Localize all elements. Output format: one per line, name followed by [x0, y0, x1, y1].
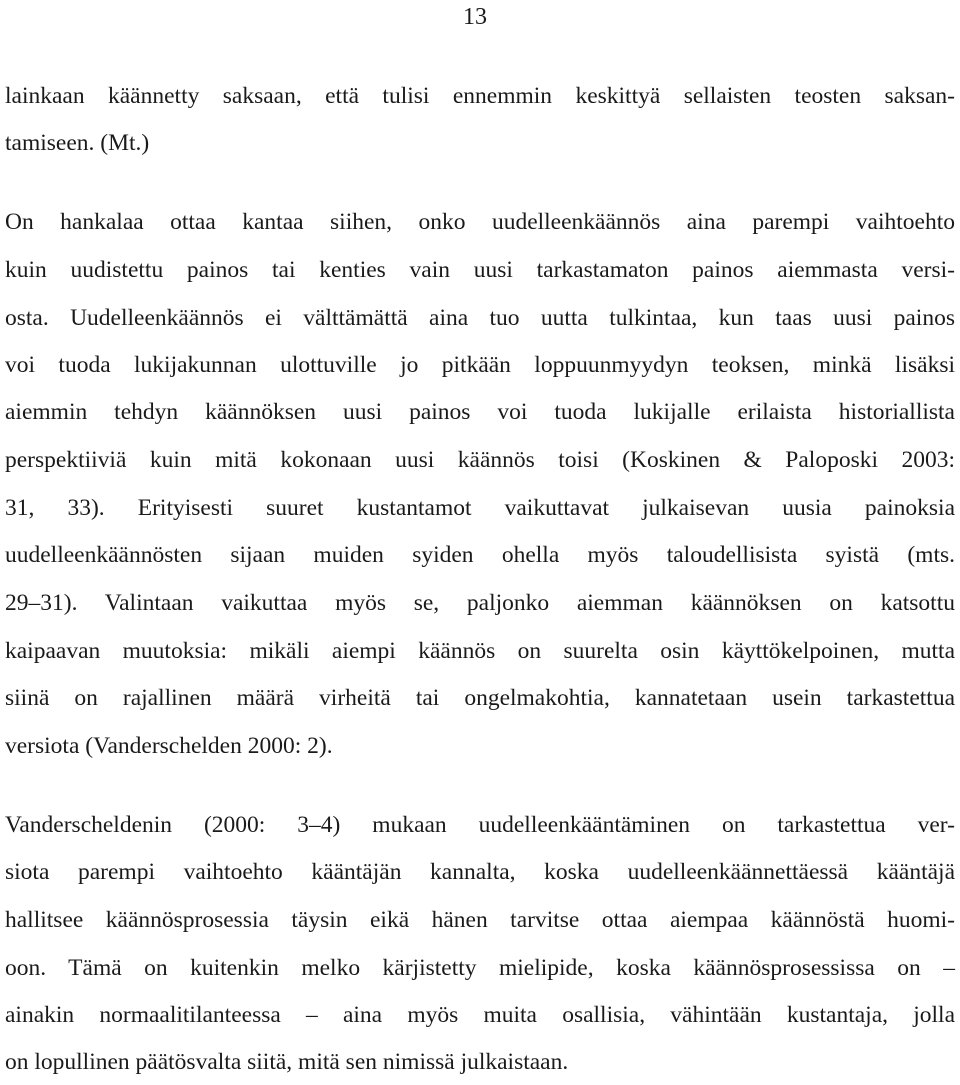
paragraph-line: 29–31). Valintaan vaikuttaa myös se, paljonko aiemman käännöksen on katsottu	[5, 590, 955, 616]
paragraph-line: aiemmin tehdyn käännöksen uusi painos voi tuoda lukijalle erilaista historiallista	[5, 399, 955, 425]
paragraph-line: lainkaan käännetty saksaan, että tulisi ennemmin keskittyä sellaisten teosten saksan-	[5, 83, 955, 109]
paragraph-line: kaipaavan muutoksia: mikäli aiempi käännös on suurelta osin käyttökelpoinen, mutta	[5, 638, 955, 664]
paragraph-line: perspektiiviä kuin mitä kokonaan uusi käännös toisi (Koskinen & Paloposki 2003:	[5, 447, 955, 473]
paragraph-line: ainakin normaalitilanteessa – aina myös muita osallisia, vähintään kustantaja, jolla	[5, 1002, 955, 1028]
paragraph-line: tamiseen. (Mt.)	[5, 130, 150, 156]
paragraph-line: 31, 33). Erityisesti suuret kustantamot vaikuttavat julkaisevan uusia painoksia	[5, 495, 955, 521]
paragraph-line: siota parempi vaihtoehto kääntäjän kannalta, koska uudelleenkäännettäessä kääntäjä	[5, 859, 955, 885]
paragraph-line: oon. Tämä on kuitenkin melko kärjistetty mielipide, koska käännösprosessissa on –	[5, 955, 955, 981]
paragraph-line: uudelleenkäännösten sijaan muiden syiden ohella myös taloudellisista syistä (mts.	[5, 542, 955, 568]
paragraph-line: hallitsee käännösprosessia täysin eikä hänen tarvitse ottaa aiempaa käännöstä huomi-	[5, 907, 955, 933]
paragraph-line: versiota (Vanderschelden 2000: 2).	[5, 733, 333, 759]
paragraph-line: on lopullinen päätösvalta siitä, mitä sen nimissä julkaistaan.	[5, 1049, 569, 1075]
page-number: 13	[463, 4, 487, 30]
paragraph-line: kuin uudistettu painos tai kenties vain uusi tarkastamaton painos aiemmasta versi-	[5, 257, 955, 283]
paragraph-line: siinä on rajallinen määrä virheitä tai ongelmakohtia, kannatetaan usein tarkastettua	[5, 685, 955, 711]
paragraph-line: On hankalaa ottaa kantaa siihen, onko uudelleenkäännös aina parempi vaihtoehto	[5, 209, 955, 235]
paragraph-line: Vanderscheldenin (2000: 3–4) mukaan uudelleenkääntäminen on tarkastettua ver-	[5, 812, 955, 838]
paragraph-line: osta. Uudelleenkäännös ei välttämättä aina tuo uutta tulkintaa, kun taas uusi painos	[5, 305, 955, 331]
paragraph-line: voi tuoda lukijakunnan ulottuville jo pitkään loppuunmyydyn teoksen, minkä lisäksi	[5, 352, 955, 378]
